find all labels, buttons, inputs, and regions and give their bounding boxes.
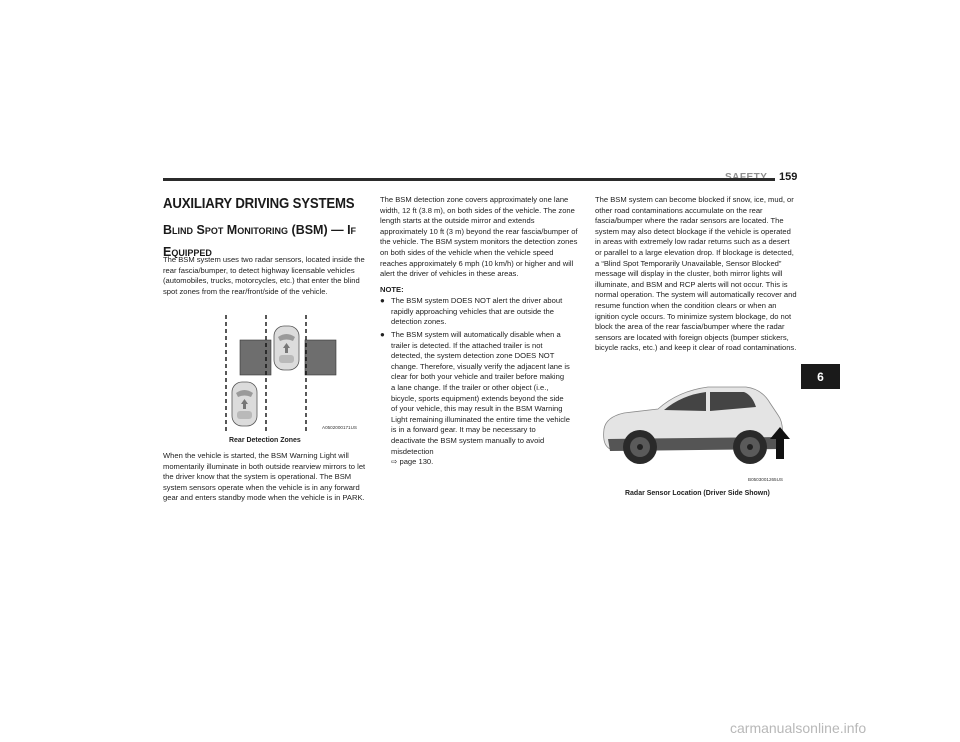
bullet-icon: ●: [380, 330, 385, 339]
subject-vehicle: [274, 326, 299, 370]
blockage-paragraph: The BSM system can become blocked if snow, ice, mud, or other road contaminations accumulate on the rear fascia/bumper where the radar sensors are located. The system may also detect blockage if the vehicle is operated in areas with extremely low radar returns such as a desert or parallel to a large elevation drop. If blockage is detected, a “Blind Spot Temporarily Unavailable, Sensor Blocked” message will display in the cluster, both mirror lights will illuminate, and BSM and RCP alerts will not occur. This is normal operation. The system will automatically recover and resume function when the condition clears or when an ignition cycle occurs. To minimize system blockage, do not block the area of the rear fascia/bumper where the radar sensors are located with foreign objects (bumper stickers, bicycle racks, etc.) and keep it clear of road contaminations.: [595, 195, 797, 353]
figure-caption: Radar Sensor Location (Driver Side Shown): [625, 488, 770, 497]
note-bullet: [380, 330, 570, 468]
bullet-text: The BSM system DOES NOT alert the driver about rapidly approaching vehicles that are outside the detection zones.: [391, 296, 563, 327]
right-detection-zone: [305, 340, 336, 375]
main-heading: AUXILIARY DRIVING SYSTEMS: [163, 195, 355, 212]
page-number: 159: [779, 171, 798, 183]
page-reference-link[interactable]: ⇨ page 130.: [391, 457, 434, 467]
rear-detection-zones-figure: [212, 313, 362, 433]
front-wheel: [623, 430, 657, 464]
figure-code: B0503001265US: [748, 477, 783, 482]
intro-paragraph: The BSM system uses two radar sensors, located inside the rear fascia/bumper, to detect highway licensable vehicles (automobiles, trucks, motorcycles, etc.) that enter the blind spot zones from the rear/front/side of the vehicle.: [163, 255, 365, 296]
watermark: carmanualsonline.info: [730, 720, 867, 736]
note-bullet: [380, 296, 570, 328]
detection-zone-paragraph: The BSM detection zone covers approximately one lane width, 12 ft (3.8 m), on both sides of the vehicle. The zone length starts at the outside mirror and extends approximately 10 ft (3 m) beyond the rear fascia/bumper of the vehicle. The BSM system monitors the detection zones on both sides of the vehicle when the vehicle speed reaches approximately 6 mph (10 km/h) or higher and will alert the driver of vehicles in these areas.: [380, 195, 578, 279]
header-rule: [163, 178, 775, 181]
adjacent-vehicle: [232, 382, 257, 426]
sub-heading: Blind Spot Monitoring (BSM) — If Equipped: [163, 223, 357, 259]
radar-sensor-figure: [598, 377, 798, 479]
note-label: NOTE:: [380, 285, 404, 294]
figure-caption: Rear Detection Zones: [229, 435, 301, 444]
startup-paragraph: When the vehicle is started, the BSM Warning Light will momentarily illuminate in both outside rearview mirrors to let the driver know that the system is operational. The BSM system sensors operate when the vehicle is in any forward gear and enters standby mode when the vehicle is in PARK.: [163, 451, 366, 503]
bullet-icon: ●: [380, 296, 385, 305]
chapter-tab: 6: [801, 364, 840, 389]
bullet-text: The BSM system will automatically disable when a trailer is detected. If the attached trailer is not detected, the system detection zone DOES NOT change. Therefore, visually verify the adjacent lane is clear for both your vehicle and trailer before making a lane change. If the trailer or other object (i.e., bicycle, sports equipment) extends beyond the side of your vehicle, this may result in the BSM Warning Light remaining illuminated the entire time the vehicle is in a forward gear. It may be necessary to deactivate the BSM system manually to avoid misdetection: [391, 330, 570, 456]
figure-code: A0502000171US: [322, 425, 357, 430]
arrow-icon: ⇨: [391, 457, 400, 467]
rear-wheel: [733, 430, 767, 464]
